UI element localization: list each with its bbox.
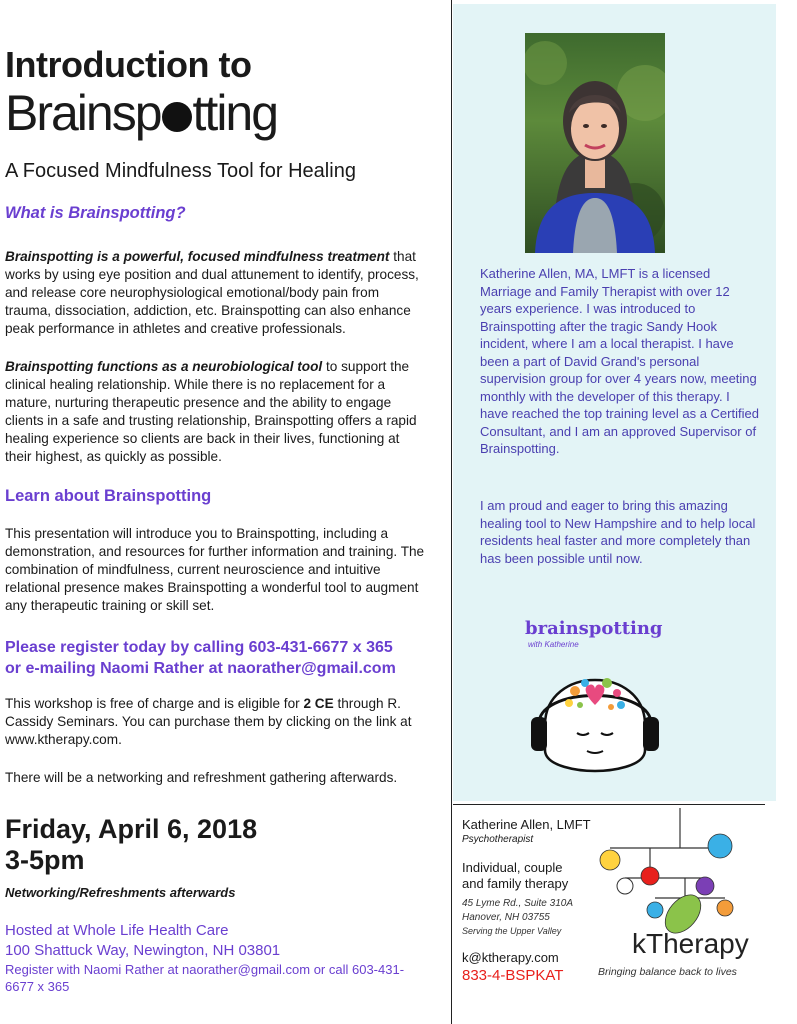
card-address-3: Serving the Upper Valley [462,926,562,936]
venue-register: Register with Naomi Rather at naorather@gmail.com or call 603-431-6677 x 365 [5,962,405,994]
card-address-1: 45 Lyme Rd., Suite 310A [462,898,573,909]
register-callout [5,637,435,679]
card-tagline: Bringing balance back to lives [598,966,737,978]
free-pre: This workshop is free of charge and is eligible for [5,696,304,711]
card-service-2: and family therapy [462,876,569,891]
what-heading: What is Brainspotting? [5,204,186,222]
learn-heading: Learn about Brainspotting [5,487,212,505]
brand-title [5,85,278,141]
register-line-1: Please register today by calling 603-431-6677 x 365 [5,639,393,656]
page-title: Introduction to [5,44,252,85]
brand-title-part-a: Brainsp [5,85,161,141]
column-divider [451,0,452,1024]
headphones-head-icon [525,655,665,775]
card-service-1: Individual, couple [462,860,563,875]
what-paragraph-2 [5,358,425,466]
brainspotting-logo-sub: with Katherine [528,640,579,649]
mobile-logo-icon [595,808,765,938]
ce-credit: 2 CE [303,696,334,711]
free-post: through R. Cassidy Seminars. You can purchase them by clicking on the link at www.ktherapy.com. [5,696,412,747]
learn-paragraph: This presentation will introduce you to Brainspotting, including a demonstration, and resources for further information and training. The combination of mindfulness, current neuroscience and intuitive relational presence makes Brainspotting a wonderful tool to augment any therapeutic training or skill set. [5,526,425,613]
venue-block [5,921,405,995]
card-email[interactable]: k@ktherapy.com [462,950,559,965]
what-p2-lead: Brainspotting functions as a neurobiological tool [5,359,323,374]
card-role: Psychotherapist [462,834,534,845]
bio-paragraph-1: Katherine Allen, MA, LMFT is a licensed Marriage and Family Therapist with over 12 years experience. I was introduced to Brainspotting after the tragic Sandy Hook incident, where I am a local therapist. I have been a part of David Grand's personal supervision group for over 4 years now, meeting monthly with the developer of this therapy. I have reached the top training level as a Certified Consultant, and I am an approved Supervisor of Brainspotting. [480,266,759,456]
card-phone[interactable]: 833-4-BSPKAT [462,967,564,984]
venue-name: Hosted at Whole Life Health Care [5,922,229,939]
dot-icon [162,102,192,132]
card-address-2: Hanover, NH 03755 [462,912,550,923]
networking-paragraph: There will be a networking and refreshment gathering afterwards. [5,770,398,785]
bio-paragraph-2: I am proud and eager to bring this amazing healing tool to New Hampshire and to help local residents heal faster and more completely than has been possible until now. [480,498,756,566]
what-p1-rest: that works by using eye position and dual attunement to identify, process, and release core neurophysiological emotional/body pain from trauma, dissociation, addiction, etc. Brainspotting can also enhance peak performance in athletes and creative professionals. [5,249,419,336]
event-note: Networking/Refreshments afterwards [5,885,236,900]
card-brand: kTherapy [632,928,749,959]
venue-address: 100 Shattuck Way, Newington, NH 03801 [5,942,281,959]
free-paragraph [5,695,425,749]
event-date: Friday, April 6, 2018 [5,814,258,844]
card-divider [453,804,765,805]
brand-title-part-b: tting [192,85,278,141]
event-date-block [5,814,257,876]
therapist-photo [525,33,665,253]
event-time: 3-5pm [5,845,85,875]
what-p2-rest: to support the clinical healing relationship. While there is no replacement for a mature, nurturing therapeutic presence and the ability to engage clients in a safe and trusting relationship, Brainspotting offers a rapid healing experience so clients are back in their lives, functioning at their highest, as quickly as possible. [5,359,417,464]
brainspotting-logo-text: brainspotting [525,618,663,639]
what-paragraph-1 [5,248,425,338]
register-line-2: or e-mailing Naomi Rather at naorather@gmail.com [5,660,396,677]
what-p1-lead: Brainspotting is a powerful, focused mindfulness treatment [5,249,390,264]
subtitle: A Focused Mindfulness Tool for Healing [5,160,356,182]
card-name: Katherine Allen, LMFT [462,817,591,832]
